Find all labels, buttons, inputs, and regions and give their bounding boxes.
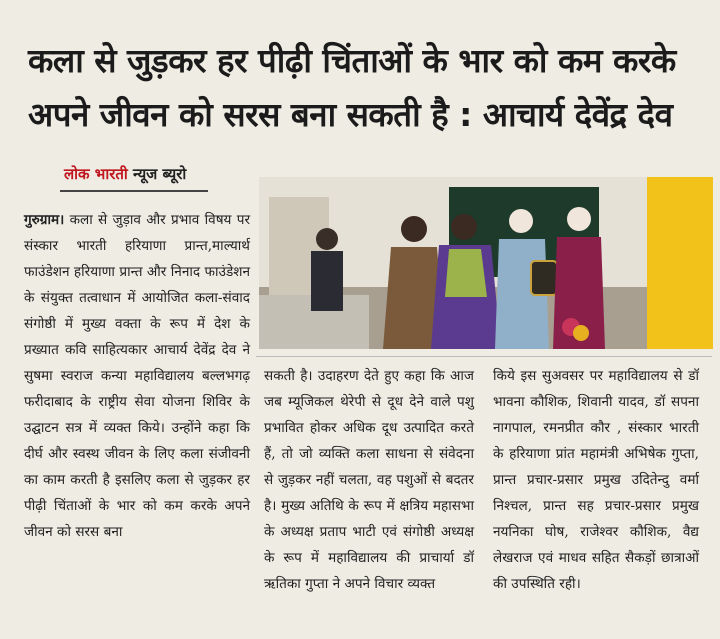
event-photo <box>259 177 713 349</box>
dateline: गुरुग्राम। <box>24 212 65 228</box>
article-column-3 <box>493 363 699 597</box>
article-column-1 <box>24 207 250 545</box>
headline-line-2: अपने जीवन को सरस बना सकती है : आचार्य देवेंद्र देव <box>28 95 673 134</box>
headline-line-1: कला से जुड़कर हर पीढ़ी चिंताओं के भार को कम करके <box>28 41 676 80</box>
photo-rule <box>256 356 712 357</box>
column-2-text: सकती है। उदाहरण देते हुए कहा कि आज जब म्यूजिकल थेरेपी से दूध देने वाले पशु प्रभावित होकर अधिक दूध उत्पादित करते हैं, तो जो व्यक्ति कला साधना से संवेदना से जुड़कर नहीं चलता, वह पशुओं से बदतर है। मुख्य अतिथि के रूप में क्षत्रिय महासभा के अध्यक्ष प्रताप भाटी एवं संगोष्ठी अध्यक्ष के रूप में महाविद्यालय की प्राचार्या डॉ ऋतिका गुप्ता ने अपने विचार व्यक्त <box>264 368 474 592</box>
column-3-text: किये इस सुअवसर पर महाविद्यालय से डॉ भावना कौशिक, शिवानी यादव, डॉ सपना नागपाल, रमनप्रीत कौर , संस्कार भारती के हरियाणा प्रांत महामंत्री अभिषेक गुप्ता, प्रान्त प्रचार-प्रसार प्रमुख उदितेन्दु वर्मा निश्चल, प्रान्त सह प्रचार-प्रसार प्रमुख नयनिका घोष, राजेश्वर कौशिक, वैद्य लेखराज एवं माधव सहित सैकड़ों छात्राओं की उपस्थिति रही। <box>493 368 699 592</box>
byline-bureau: न्यूज ब्यूरो <box>133 165 187 183</box>
headline <box>28 34 698 142</box>
event-photo-illustration <box>259 177 713 349</box>
byline-rule <box>60 190 208 192</box>
column-1-text: कला से जुड़ाव और प्रभाव विषय पर संस्कार भारती हरियाणा प्रान्त,माल्यार्थ फाउंडेशन हरियाणा प्रान्त और निनाद फाउंडेशन के संयुक्त तत्वाधान में आयोजित कला-संवाद संगोष्ठी में मुख्य वक्ता के रूप में देश के प्रख्यात कवि साहित्यकार आचार्य देवेंद्र देव ने सुषमा स्वराज कन्या महाविद्यालय बल्लभगढ़ फरीदाबाद के राष्ट्रीय सेवा योजना शिविर के उद्घाटन सत्र में व्यक्त किये। उन्होंने कहा कि दीर्घ और स्वस्थ जीवन के लिए कला संजीवनी का काम करती है इसलिए कला से जुड़कर हर पीढ़ी चिंताओं के भार को कम करके अपने जीवन को सरस बना <box>24 212 251 540</box>
byline-source: लोक भारती <box>64 165 128 183</box>
article-column-2 <box>264 363 474 597</box>
byline <box>64 164 186 184</box>
